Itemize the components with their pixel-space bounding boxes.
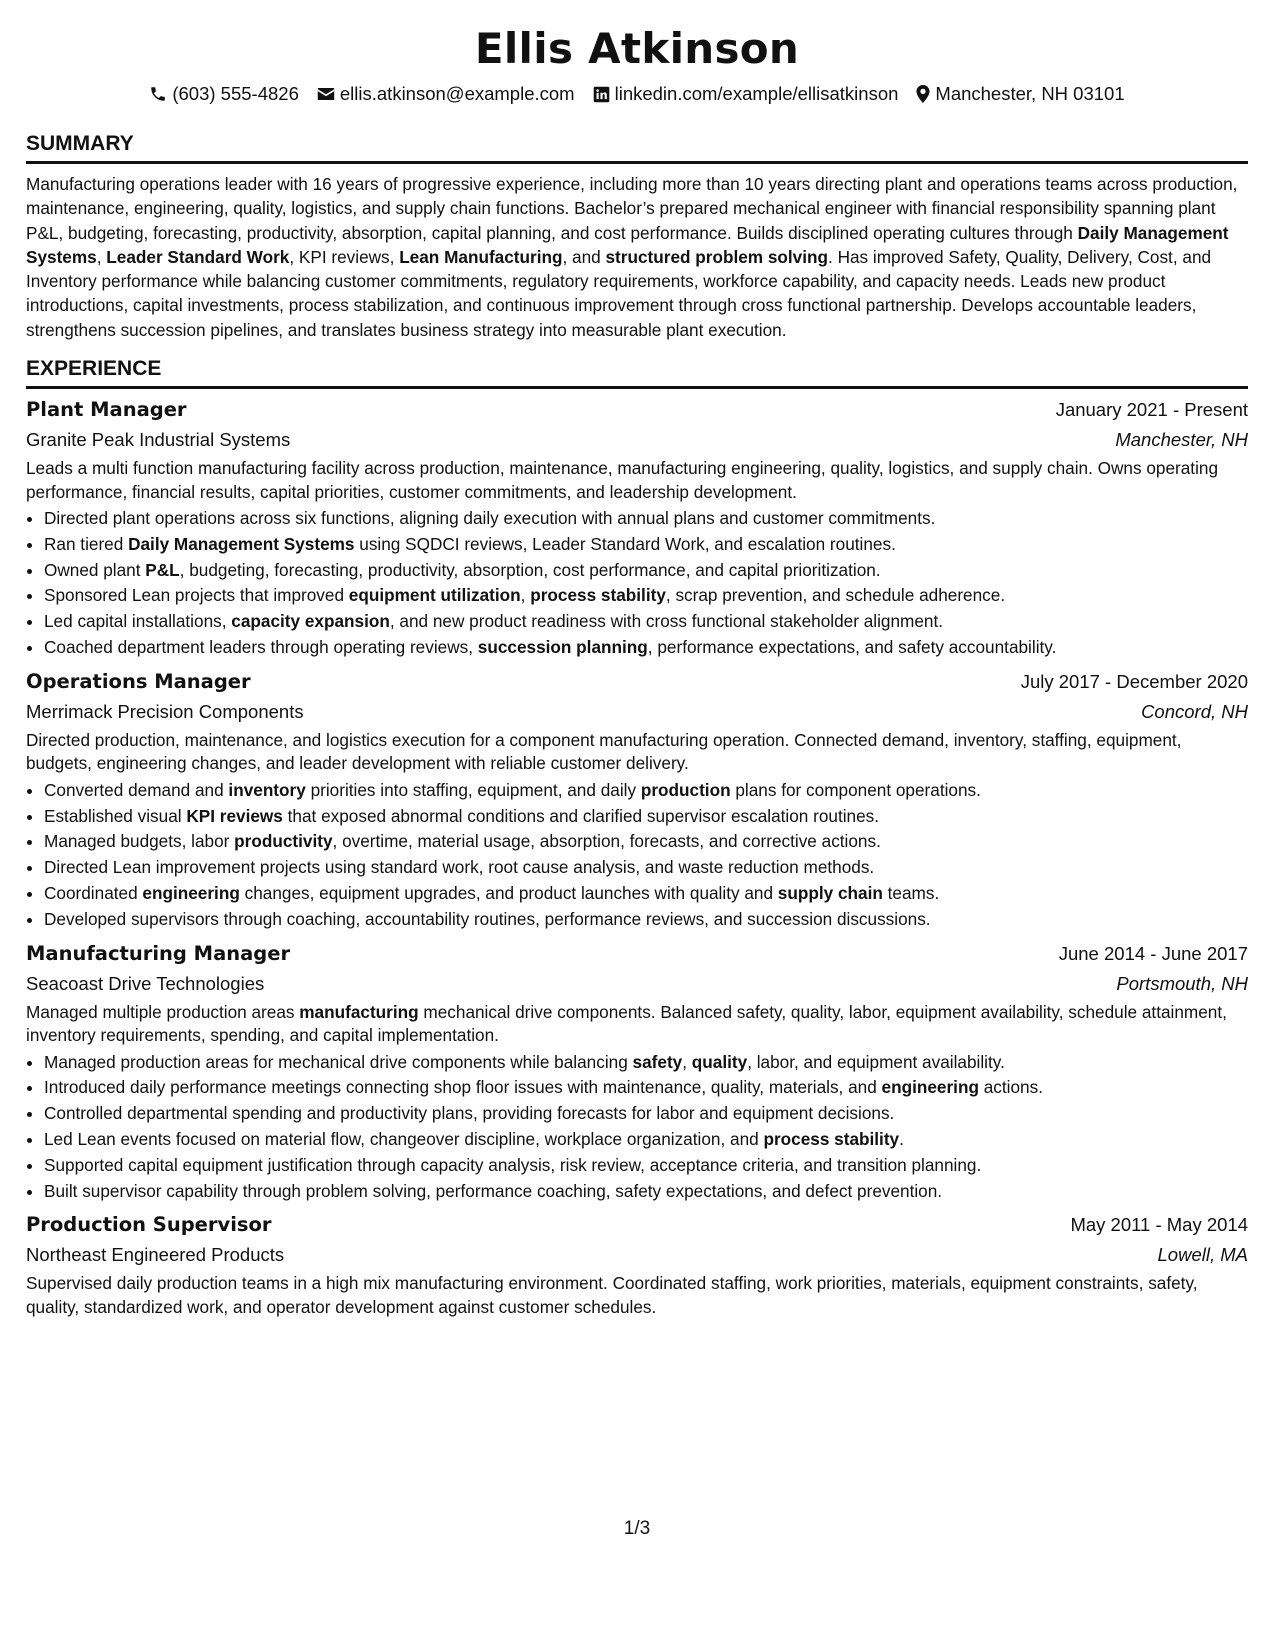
phone-icon bbox=[149, 85, 167, 103]
emphasis-text: succession planning bbox=[477, 637, 648, 658]
job-location: Concord, NH bbox=[1141, 700, 1248, 722]
job-bullet: • Coached department leaders through operating reviews, succession planning, performance expectations, and safety accountability. bbox=[44, 635, 1248, 661]
envelope-icon bbox=[317, 86, 335, 102]
job-title: Plant Manager bbox=[26, 398, 187, 422]
job-bullet-list bbox=[26, 1050, 1248, 1205]
emphasis-text: supply chain bbox=[777, 883, 883, 904]
job-dates: January 2021 - Present bbox=[1055, 399, 1248, 421]
job-company-row bbox=[26, 1240, 1248, 1270]
company-name: Granite Peak Industrial Systems bbox=[26, 429, 291, 451]
contact-bar bbox=[26, 81, 1248, 107]
emphasis-text: production bbox=[640, 779, 731, 800]
job-bullet: • Directed Lean improvement projects using standard work, root cause analysis, and waste reduction methods. bbox=[44, 855, 1248, 881]
company-name: Merrimack Precision Components bbox=[26, 700, 304, 722]
job-location: Portsmouth, NH bbox=[1116, 972, 1248, 994]
company-name: Northeast Engineered Products bbox=[26, 1244, 285, 1266]
summary-paragraph: Manufacturing operations leader with 16 years of progressive experience, including more than 10 years directing plant and operations teams across production, maintenance, engineering, quality, logistics, and supply chain functions. Bachelor’s prepared mechanical engineer with financial responsibility spanning plant P&L, budgeting, forecasting, productivity, absorption, capital planning, and cost performance. Builds disciplined operating cultures through Daily Management Systems, Leader Standard Work, KPI reviews, Lean Manufacturing, and structured problem solving. Has improved Safety, Quality, Delivery, Cost, and Inventory performance while balancing customer commitments, regulatory requirements, workforce capability, and capacity needs. Leads new product introductions, capital investments, process stabilization, and continuous improvement through cross functional partnership. Develops accountable leaders, strengthens succession pipelines, and translates business strategy into measurable plant execution. bbox=[26, 174, 1238, 340]
job-header-row bbox=[26, 395, 1248, 425]
contact-email[interactable] bbox=[317, 83, 575, 105]
job-bullet-list bbox=[26, 778, 1248, 933]
job-description: Leads a multi function manufacturing facility across production, maintenance, manufacturing engineering, quality, logistics, and supply chain. Owns operating performance, financial results, capital priorities, customer commitments, and leadership development. bbox=[26, 458, 1219, 502]
job-header-row bbox=[26, 1210, 1248, 1240]
job-entry bbox=[26, 395, 1248, 661]
emphasis-text: engineering bbox=[881, 1077, 979, 1098]
emphasis-text: Daily Management Systems bbox=[128, 533, 355, 554]
job-location: Lowell, MA bbox=[1157, 1244, 1248, 1266]
summary-heading: SUMMARY bbox=[26, 131, 1248, 164]
emphasis-text: quality bbox=[691, 1051, 748, 1072]
linkedin-link[interactable]: linkedin.com/example/ellisatkinson bbox=[614, 83, 899, 104]
resume-page bbox=[26, 0, 1248, 1650]
emphasis-text: safety bbox=[632, 1051, 683, 1072]
emphasis-text: productivity bbox=[234, 831, 333, 852]
job-title: Production Supervisor bbox=[26, 1213, 272, 1237]
emphasis-text: capacity expansion bbox=[231, 611, 390, 632]
job-bullet: • Ran tiered Daily Management Systems using SQDCI reviews, Leader Standard Work, and escalation routines. bbox=[44, 532, 1248, 558]
experience-heading: EXPERIENCE bbox=[26, 356, 1248, 389]
contact-phone bbox=[149, 83, 299, 105]
job-bullet: • Coordinated engineering changes, equipment upgrades, and product launches with quality and supply chain teams. bbox=[44, 881, 1248, 907]
job-bullet: • Built supervisor capability through problem solving, performance coaching, safety expectations, and defect prevention. bbox=[44, 1179, 1248, 1205]
emphasis-text: structured problem solving bbox=[605, 246, 829, 267]
experience-list bbox=[26, 395, 1248, 1319]
job-header-row bbox=[26, 667, 1248, 697]
emphasis-text: Lean Manufacturing bbox=[399, 246, 563, 267]
emphasis-text: Daily Management Systems bbox=[26, 222, 1229, 267]
job-bullet: • Supported capital equipment justification through capacity analysis, risk review, acceptance criteria, and transition planning. bbox=[44, 1153, 1248, 1179]
candidate-name: Ellis Atkinson bbox=[474, 24, 800, 73]
job-bullet: • Converted demand and inventory priorities into staffing, equipment, and daily production plans for component operations. bbox=[44, 778, 1248, 804]
job-dates: May 2011 - May 2014 bbox=[1070, 1214, 1248, 1236]
emphasis-text: inventory bbox=[228, 779, 306, 800]
job-bullet-list bbox=[26, 506, 1248, 661]
job-bullet: • Sponsored Lean projects that improved equipment utilization, process stability, scrap prevention, and schedule adherence. bbox=[44, 583, 1248, 609]
contact-linkedin[interactable] bbox=[593, 83, 899, 105]
linkedin-icon bbox=[593, 86, 610, 103]
job-entry bbox=[26, 939, 1248, 1205]
job-company-row bbox=[26, 969, 1248, 999]
email-link[interactable]: ellis.atkinson@example.com bbox=[339, 83, 575, 104]
emphasis-text: equipment utilization bbox=[348, 585, 521, 606]
emphasis-text: KPI reviews bbox=[186, 805, 283, 826]
emphasis-text: engineering bbox=[142, 883, 240, 904]
emphasis-text: Leader Standard Work bbox=[106, 246, 290, 267]
map-pin-icon bbox=[916, 85, 930, 103]
job-bullet: • Developed supervisors through coaching, accountability routines, performance reviews, and succession discussions. bbox=[44, 907, 1248, 933]
job-description: Managed multiple production areas manufacturing mechanical drive components. Balanced safety, quality, labor, equipment availability, schedule attainment, inventory requirements, spending, and capital implementation. bbox=[26, 1001, 1227, 1046]
job-title: Operations Manager bbox=[26, 669, 251, 693]
location-text: Manchester, NH 03101 bbox=[935, 83, 1125, 104]
job-company-row bbox=[26, 697, 1248, 727]
job-bullet: • Controlled departmental spending and productivity plans, providing forecasts for labor and equipment decisions. bbox=[44, 1101, 1248, 1127]
job-location: Manchester, NH bbox=[1115, 429, 1248, 451]
job-description: Directed production, maintenance, and logistics execution for a component manufacturing operation. Connected demand, inventory, staffing, equipment, budgets, engineering changes, and leader development with reliable customer delivery. bbox=[26, 729, 1182, 774]
job-entry bbox=[26, 667, 1248, 933]
job-dates: July 2017 - December 2020 bbox=[1020, 670, 1248, 692]
job-description: Supervised daily production teams in a high mix manufacturing environment. Coordinated staffing, work priorities, materials, equipment constraints, safety, quality, standardized work, and operator development against customer schedules. bbox=[26, 1273, 1198, 1317]
emphasis-text: P&L bbox=[145, 559, 180, 580]
contact-location bbox=[916, 83, 1124, 105]
page-number: 1/3 bbox=[623, 1518, 651, 1539]
job-bullet: • Led capital installations, capacity expansion, and new product readiness with cross functional stakeholder alignment. bbox=[44, 609, 1248, 635]
job-bullet: • Introduced daily performance meetings connecting shop floor issues with maintenance, quality, materials, and engineering actions. bbox=[44, 1075, 1248, 1101]
job-dates: June 2014 - June 2017 bbox=[1058, 942, 1248, 964]
job-bullet: • Managed production areas for mechanical drive components while balancing safety, quality, labor, and equipment availability. bbox=[44, 1050, 1248, 1076]
job-bullet: • Led Lean events focused on material flow, changeover discipline, workplace organization, and process stability. bbox=[44, 1127, 1248, 1153]
job-title: Manufacturing Manager bbox=[26, 941, 291, 965]
job-bullet: • Managed budgets, labor productivity, overtime, material usage, absorption, forecasts, and corrective actions. bbox=[44, 829, 1248, 855]
job-bullet: • Established visual KPI reviews that exposed abnormal conditions and clarified supervisor escalation routines. bbox=[44, 804, 1248, 830]
job-header-row bbox=[26, 939, 1248, 969]
job-company-row bbox=[26, 425, 1248, 455]
emphasis-text: process stability bbox=[763, 1129, 900, 1150]
emphasis-text: manufacturing bbox=[299, 1001, 419, 1022]
phone-text: (603) 555-4826 bbox=[172, 83, 299, 104]
company-name: Seacoast Drive Technologies bbox=[26, 972, 265, 994]
emphasis-text: process stability bbox=[530, 585, 666, 606]
job-bullet: • Owned plant P&L, budgeting, forecasting, productivity, absorption, cost performance, and capital prioritization. bbox=[44, 558, 1248, 584]
job-bullet: • Directed plant operations across six functions, aligning daily execution with annual plans and customer commitments. bbox=[44, 506, 1248, 532]
job-entry bbox=[26, 1210, 1248, 1319]
